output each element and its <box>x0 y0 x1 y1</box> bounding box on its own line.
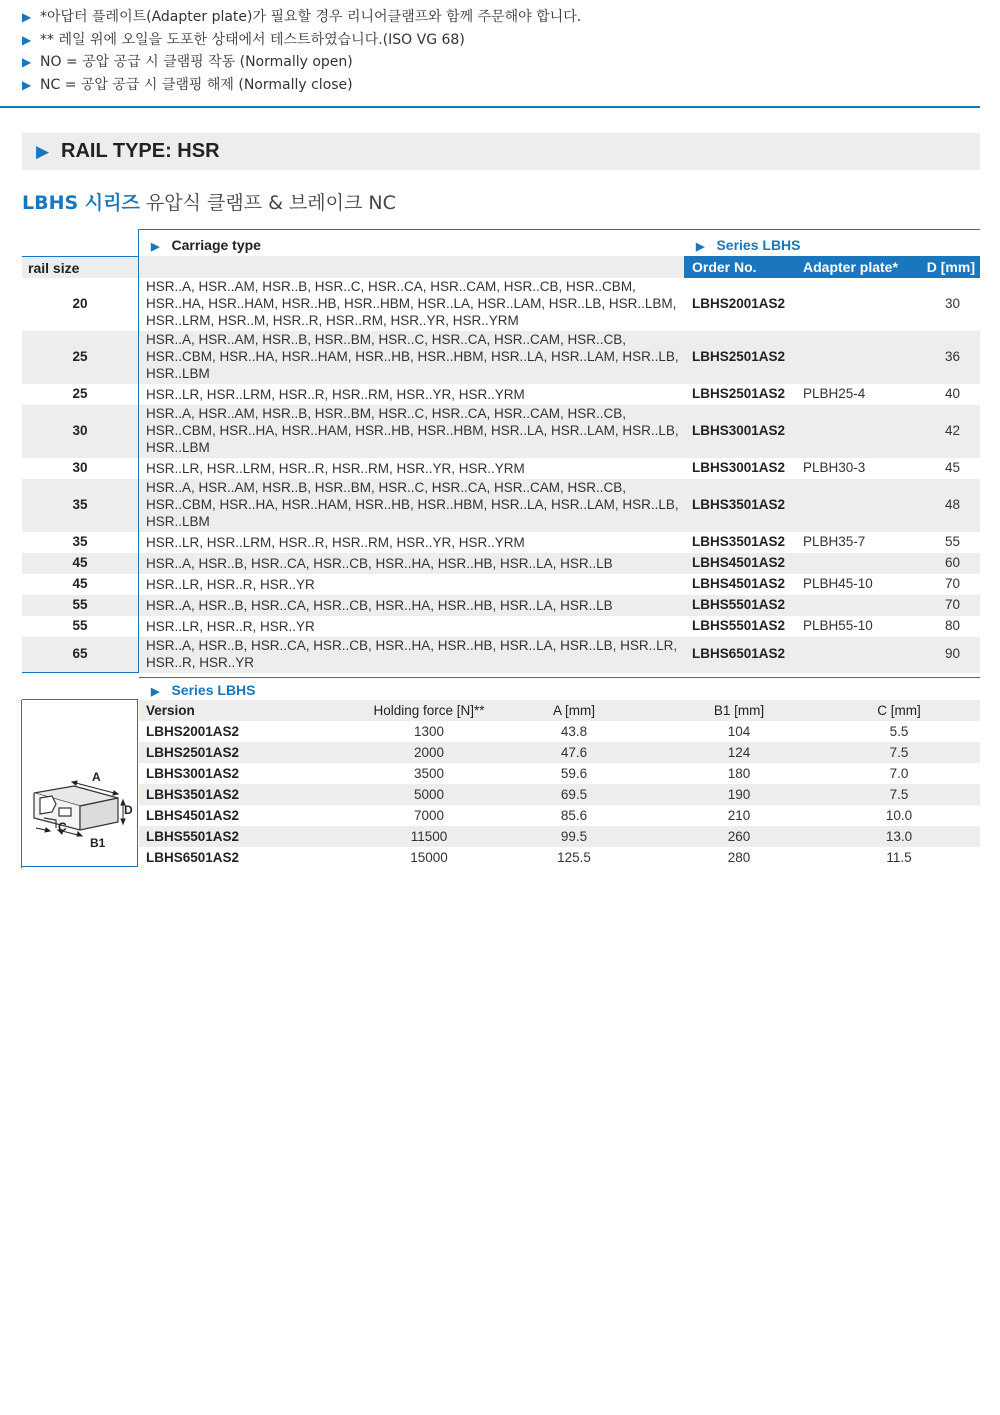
order-no-cell: LBHS6501AS2 <box>692 646 786 661</box>
carriage-type-cell: HSR..LR, HSR..R, HSR..YR <box>146 619 315 634</box>
table2-column-headers <box>139 700 980 721</box>
holding-force-cell: 1300 <box>413 724 445 739</box>
table-header-columns <box>22 256 980 278</box>
diagram-label-a: A <box>92 770 101 784</box>
carriage-type-cell: HSR..A, HSR..AM, HSR..B, HSR..BM, HSR..C, HSR..CA, HSR..CAM, HSR..CB, HSR..CBM, HSR..HA, HSR..HAM, HSR..HB, HSR..HBM, HSR..LA, HSR..LAM, HSR..LB, HSR..LBM <box>146 480 679 529</box>
order-no-cell: LBHS2001AS2 <box>692 295 786 311</box>
a-mm-cell: 47.6 <box>560 745 588 760</box>
table-row <box>22 458 980 479</box>
notes-list <box>22 6 980 96</box>
adapter-plate-cell: PLBH25-4 <box>803 385 866 401</box>
carriage-type-cell: HSR..LR, HSR..R, HSR..YR <box>146 577 315 592</box>
carriage-type-cell: HSR..A, HSR..B, HSR..CA, HSR..CB, HSR..HA, HSR..HB, HSR..LA, HSR..LB <box>146 556 613 571</box>
table-row <box>22 384 980 405</box>
version-cell: LBHS4501AS2 <box>146 808 240 823</box>
table-row <box>22 278 980 331</box>
d-mm-cell: 30 <box>944 295 960 311</box>
order-no-cell: LBHS4501AS2 <box>692 575 786 591</box>
a-mm-cell: 125.5 <box>557 850 591 865</box>
triangle-bullet-icon: ▶ <box>22 77 32 92</box>
a-mm-cell: 99.5 <box>560 829 588 844</box>
d-mm-cell: 36 <box>944 348 960 364</box>
triangle-bullet-icon: ▶ <box>696 241 705 253</box>
version-cell: LBHS5501AS2 <box>146 829 240 844</box>
table2-header <box>139 677 980 700</box>
triangle-bullet-icon: ▶ <box>151 241 160 253</box>
c-mm-cell: 7.5 <box>889 787 909 802</box>
b1-mm-cell: 280 <box>727 850 751 865</box>
order-no-cell: LBHS5501AS2 <box>692 617 786 633</box>
series-title: LBHS 시리즈 유압식 클램프 & 브레이크 NC <box>22 192 396 214</box>
b1-mm-cell: 190 <box>727 787 751 802</box>
table-row <box>139 784 980 805</box>
table-header-top <box>139 229 980 257</box>
version-cell: LBHS3001AS2 <box>146 766 240 781</box>
note-item: ▶ ** 레일 위에 오일을 도포한 상태에서 테스트하였습니다.(ISO VG 68) <box>22 29 980 52</box>
version-cell: LBHS3501AS2 <box>146 787 240 802</box>
d-mm-cell: 45 <box>944 459 960 475</box>
triangle-bullet-icon: ▶ <box>36 142 50 162</box>
table-row <box>139 847 980 868</box>
order-no-cell: LBHS3501AS2 <box>692 533 786 549</box>
table-row <box>22 405 980 458</box>
diagram-label-d: D <box>124 803 133 817</box>
d-mm-cell: 55 <box>944 533 960 549</box>
holding-force-cell: 2000 <box>413 745 445 760</box>
d-mm-cell: 40 <box>944 385 960 401</box>
holding-force-cell: 3500 <box>413 766 445 781</box>
rail-type-banner <box>22 133 980 170</box>
rail-size-cell: 55 <box>72 596 88 612</box>
order-no-cell: LBHS2501AS2 <box>692 348 786 364</box>
triangle-bullet-icon: ▶ <box>151 686 160 698</box>
series-lbhs-header: Series LBHS <box>171 682 256 698</box>
rail-size-cell: 35 <box>72 496 88 512</box>
clamp-diagram-box <box>22 699 138 867</box>
b1-mm-cell: 260 <box>727 829 751 844</box>
table-row <box>139 805 980 826</box>
rail-size-cell: 30 <box>72 459 88 475</box>
version-cell: LBHS6501AS2 <box>146 850 240 865</box>
note-item: ▶ NC = 공압 공급 시 클램핑 해제 (Normally close) <box>22 74 980 97</box>
rail-size-header: rail size <box>22 256 138 278</box>
holding-force-cell: 11500 <box>410 829 448 844</box>
carriage-type-cell: HSR..A, HSR..B, HSR..CA, HSR..CB, HSR..HA, HSR..HB, HSR..LA, HSR..LB <box>146 598 613 613</box>
version-cell: LBHS2001AS2 <box>146 724 240 739</box>
table-row <box>139 742 980 763</box>
holding-force-cell: 7000 <box>413 808 445 823</box>
a-mm-cell: 85.6 <box>560 808 588 823</box>
note-item: ▶ NO = 공압 공급 시 클램핑 작동 (Normally open) <box>22 51 980 74</box>
d-mm-cell: 42 <box>944 422 960 438</box>
adapter-plate-header: Adapter plate* <box>803 259 898 275</box>
adapter-plate-cell: PLBH45-10 <box>803 575 873 591</box>
section-divider <box>0 106 980 108</box>
c-mm-cell: 7.5 <box>889 745 909 760</box>
carriage-type-cell: HSR..LR, HSR..LRM, HSR..R, HSR..RM, HSR..YR, HSR..YRM <box>146 535 525 550</box>
rail-size-cell: 25 <box>72 348 88 364</box>
carriage-type-cell: HSR..A, HSR..B, HSR..CA, HSR..CB, HSR..HA, HSR..HB, HSR..LA, HSR..LB, HSR..LR, HSR..R, HSR..YR <box>146 638 678 670</box>
rail-type-title: RAIL TYPE: HSR <box>61 140 220 162</box>
table-row <box>22 574 980 595</box>
a-mm-header: A [mm] <box>552 703 595 718</box>
b1-mm-cell: 210 <box>727 808 751 823</box>
rail-size-cell: 45 <box>72 554 88 570</box>
c-mm-header: C [mm] <box>877 703 921 718</box>
b1-mm-cell: 124 <box>727 745 751 760</box>
table-row <box>22 479 980 532</box>
diagram-label-b1: B1 <box>90 836 106 850</box>
holding-force-header: Holding force [N]** <box>373 703 485 718</box>
version-cell: LBHS2501AS2 <box>146 745 240 760</box>
carriage-type-header: Carriage type <box>171 237 261 253</box>
order-no-cell: LBHS2501AS2 <box>692 385 786 401</box>
holding-force-cell: 15000 <box>410 850 448 865</box>
adapter-plate-cell: PLBH30-3 <box>803 459 866 475</box>
d-mm-cell: 90 <box>944 646 960 661</box>
order-no-cell: LBHS3001AS2 <box>692 422 786 438</box>
order-no-cell: LBHS5501AS2 <box>692 596 786 612</box>
note-item: ▶ *아답터 플레이트(Adapter plate)가 필요할 경우 리니어클램프와 함께 주문해야 합니다. <box>22 6 980 29</box>
triangle-bullet-icon: ▶ <box>22 10 32 24</box>
b1-mm-header: B1 [mm] <box>713 703 765 718</box>
table-row <box>139 826 980 847</box>
rail-size-cell: 25 <box>72 385 88 401</box>
carriage-type-cell: HSR..A, HSR..AM, HSR..B, HSR..C, HSR..CA, HSR..CAM, HSR..CB, HSR..CBM, HSR..HA, HSR..HAM, HSR..HB, HSR..HBM, HSR..LA, HSR..LAM, HSR..LB, HSR..LBM, HSR..LRM, HSR..M, HSR..R, HSR..RM, HSR..YR, HSR..YRM <box>146 279 677 328</box>
rail-size-cell: 35 <box>72 533 88 549</box>
d-mm-cell: 70 <box>944 575 960 591</box>
rail-size-cell: 55 <box>72 617 88 633</box>
d-mm-cell: 60 <box>944 554 960 570</box>
carriage-type-cell: HSR..A, HSR..AM, HSR..B, HSR..BM, HSR..C, HSR..CA, HSR..CAM, HSR..CB, HSR..CBM, HSR..HA, HSR..HAM, HSR..HB, HSR..HBM, HSR..LA, HSR..LAM, HSR..LB, HSR..LBM <box>146 332 679 381</box>
a-mm-cell: 69.5 <box>560 787 588 802</box>
table-row <box>139 721 980 742</box>
d-mm-cell: 80 <box>944 617 960 633</box>
carriage-type-cell: HSR..LR, HSR..LRM, HSR..R, HSR..RM, HSR..YR, HSR..YRM <box>146 461 525 476</box>
triangle-bullet-icon: ▶ <box>22 55 32 69</box>
b1-mm-cell: 104 <box>727 724 751 739</box>
c-mm-cell: 10.0 <box>885 808 913 823</box>
table-row <box>22 637 980 673</box>
table-row <box>22 553 980 574</box>
carriage-type-cell: HSR..LR, HSR..LRM, HSR..R, HSR..RM, HSR..YR, HSR..YRM <box>146 387 525 402</box>
d-mm-cell: 70 <box>944 596 960 612</box>
table-row <box>22 616 980 637</box>
d-mm-cell: 48 <box>944 496 960 512</box>
rail-size-cell: 65 <box>72 646 88 661</box>
a-mm-cell: 43.8 <box>560 724 588 739</box>
rail-size-cell: 45 <box>72 575 88 591</box>
rail-size-cell: 30 <box>72 422 88 438</box>
c-mm-cell: 13.0 <box>885 829 913 844</box>
a-mm-cell: 59.6 <box>560 766 588 781</box>
table-row <box>22 331 980 384</box>
table-row <box>22 595 980 616</box>
order-no-cell: LBHS3001AS2 <box>692 459 786 475</box>
table-row <box>22 532 980 553</box>
c-mm-cell: 5.5 <box>889 724 909 739</box>
b1-mm-cell: 180 <box>727 766 751 781</box>
d-mm-header: D [mm] <box>926 259 975 275</box>
rail-size-cell: 20 <box>72 295 88 311</box>
order-no-cell: LBHS4501AS2 <box>692 554 786 570</box>
order-no-cell: LBHS3501AS2 <box>692 496 786 512</box>
version-header: Version <box>146 703 195 718</box>
c-mm-cell: 11.5 <box>886 850 912 865</box>
series-header: Series LBHS <box>716 237 801 253</box>
adapter-plate-cell: PLBH35-7 <box>803 533 866 549</box>
diagram-label-c: C <box>58 820 67 834</box>
triangle-bullet-icon: ▶ <box>22 32 32 47</box>
adapter-plate-cell: PLBH55-10 <box>803 617 873 633</box>
order-no-header: Order No. <box>692 259 757 275</box>
table-row <box>139 763 980 784</box>
holding-force-cell: 5000 <box>413 787 445 802</box>
clamp-dimension-diagram <box>22 700 137 868</box>
carriage-type-cell: HSR..A, HSR..AM, HSR..B, HSR..BM, HSR..C, HSR..CA, HSR..CAM, HSR..CB, HSR..CBM, HSR..HA, HSR..HAM, HSR..HB, HSR..HBM, HSR..LA, HSR..LAM, HSR..LB, HSR..LBM <box>146 406 679 455</box>
c-mm-cell: 7.0 <box>889 766 909 781</box>
